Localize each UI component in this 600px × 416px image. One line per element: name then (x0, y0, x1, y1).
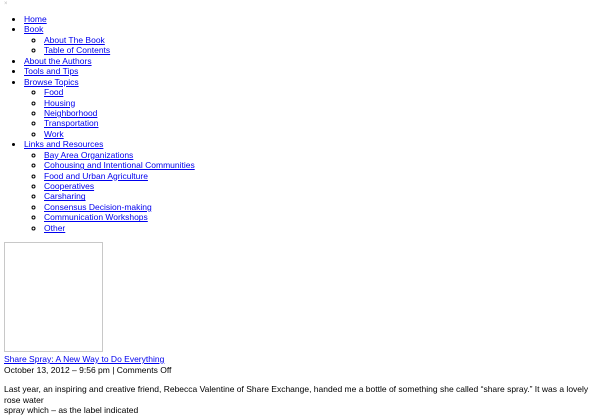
submenu-item (44, 45, 594, 55)
nav-link-cooperatives[interactable]: Cooperatives (44, 181, 95, 192)
nav-link-cohousing[interactable]: Cohousing and Intentional Communities (44, 160, 195, 171)
submenu-item (44, 108, 594, 118)
excerpt-line: spray which – as the label indicated (4, 405, 139, 415)
nav-link-about-authors[interactable]: About the Authors (24, 55, 92, 66)
nav-link-work[interactable]: Work (44, 128, 64, 139)
topics-submenu (24, 87, 594, 139)
nav-link-book[interactable]: Book (24, 24, 44, 35)
nav-link-neighborhood[interactable]: Neighborhood (44, 107, 98, 118)
close-icon[interactable]: × (4, 1, 8, 7)
submenu-item (44, 87, 594, 97)
nav-link-table-of-contents[interactable]: Table of Contents (44, 45, 111, 56)
submenu-item (44, 129, 594, 139)
submenu-item (44, 35, 594, 45)
resources-submenu (24, 150, 594, 234)
nav-link-home[interactable]: Home (24, 14, 47, 24)
nav-link-bay-area-organizations[interactable]: Bay Area Organizations (44, 149, 134, 160)
post-meta: October 13, 2012 – 9:56 pm | Comments Off (4, 365, 172, 375)
post-thumbnail[interactable] (4, 242, 103, 352)
nav-link-about-the-book[interactable]: About The Book (44, 34, 105, 45)
nav-link-communication-workshops[interactable]: Communication Workshops (44, 212, 148, 223)
nav-item-book (24, 24, 594, 55)
nav-item-links-resources (24, 139, 594, 233)
nav-link-browse-topics[interactable]: Browse Topics (24, 76, 79, 87)
main-navigation (4, 14, 594, 233)
nav-link-transportation[interactable]: Transportation (44, 118, 99, 129)
submenu-item (44, 223, 594, 233)
submenu-item (44, 171, 594, 181)
nav-link-other[interactable]: Other (44, 222, 66, 233)
nav-link-food-urban-agriculture[interactable]: Food and Urban Agriculture (44, 170, 148, 181)
nav-menu (4, 14, 594, 233)
submenu-item (44, 150, 594, 160)
book-submenu (24, 35, 594, 56)
submenu-item (44, 118, 594, 128)
submenu-item (44, 181, 594, 191)
nav-link-links-resources[interactable]: Links and Resources (24, 139, 104, 150)
submenu-item (44, 160, 594, 170)
nav-link-food[interactable]: Food (44, 87, 64, 98)
nav-link-carsharing[interactable]: Carsharing (44, 191, 86, 202)
nav-item-home (24, 14, 594, 24)
excerpt-line: Last year, an inspiring and creative friend, Rebecca Valentine of Share Exchange, handed me a bottle of something she called “share spray.” It was a lovely rose water (4, 384, 589, 405)
nav-item-tools-tips (24, 66, 594, 76)
submenu-item (44, 202, 594, 212)
submenu-item (44, 98, 594, 108)
nav-link-consensus[interactable]: Consensus Decision-making (44, 201, 152, 212)
nav-link-tools-tips[interactable]: Tools and Tips (24, 66, 79, 77)
nav-link-housing[interactable]: Housing (44, 97, 76, 108)
submenu-item (44, 212, 594, 222)
post-title-link[interactable]: Share Spray: A New Way to Do Everything (4, 354, 165, 364)
nav-item-browse-topics (24, 77, 594, 140)
nav-item-about-authors (24, 56, 594, 66)
submenu-item (44, 191, 594, 201)
